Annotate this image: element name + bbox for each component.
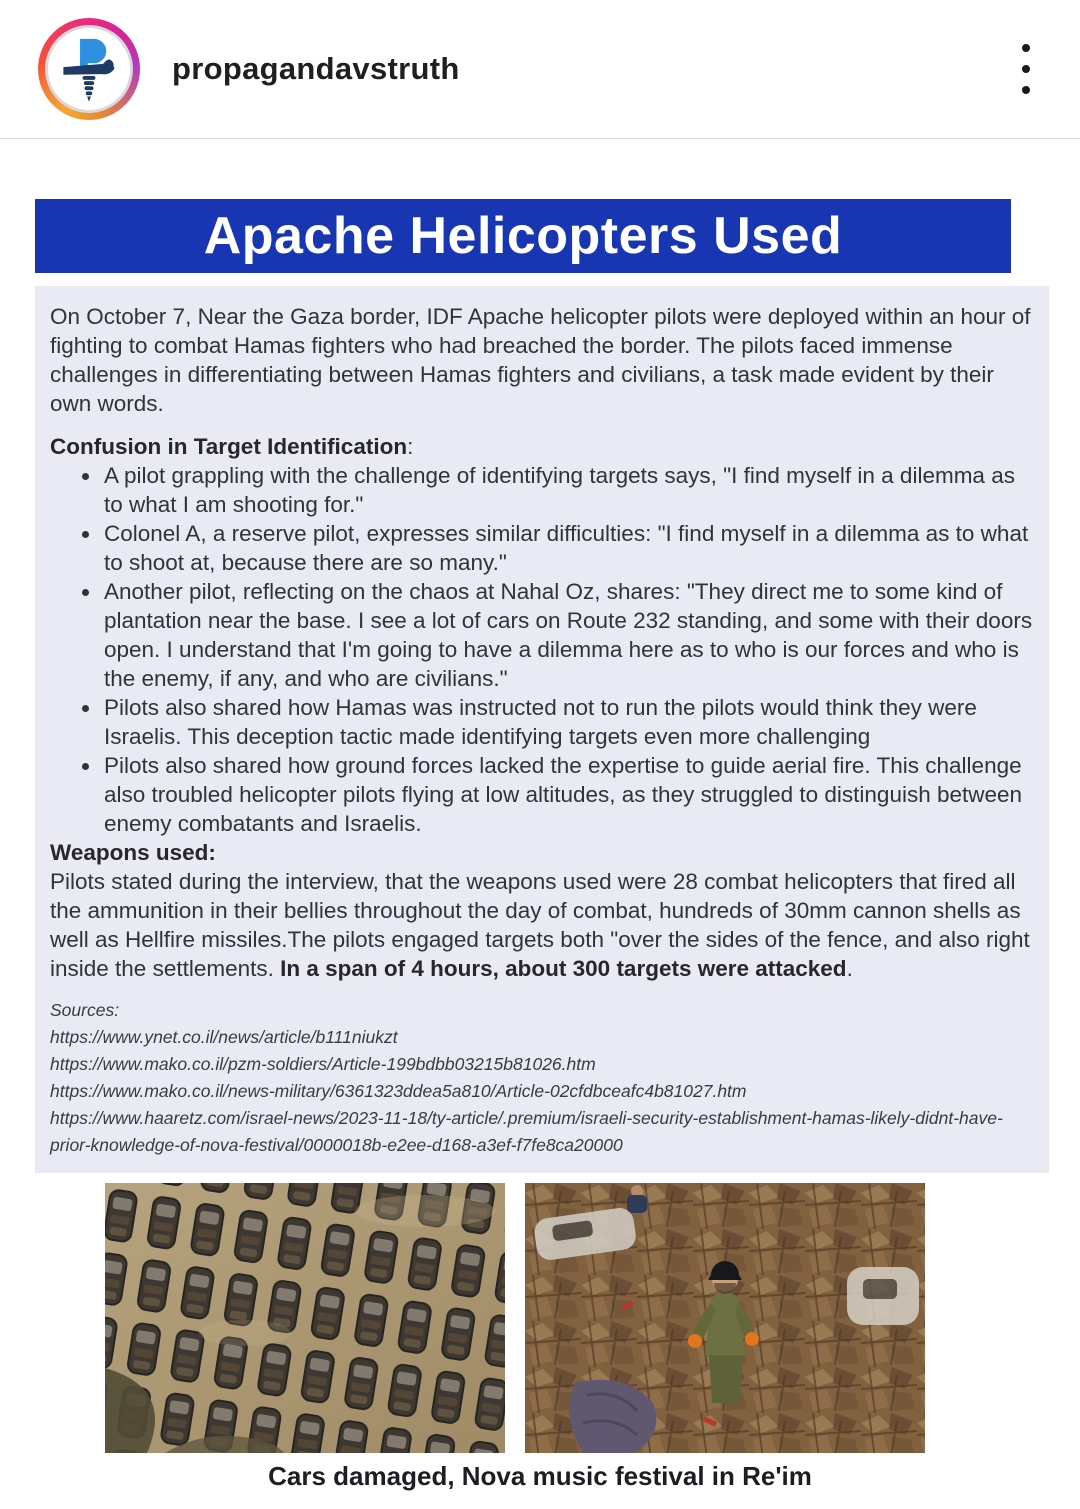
section-heading-confusion (50, 432, 1034, 461)
bullet-list (50, 461, 1034, 838)
bullet-text: Another pilot, reflecting on the chaos at Nahal Oz, shares: "They direct me to some kind of plantation near the base. I see a lot of cars on Route 232 standing, and some with their doors open. I understand that I'm going to have a dilemma here as to who is our forces and who is the enemy, if any, and who are civilians." (104, 579, 1033, 691)
bullet-text: Pilots also shared how Hamas was instructed not to run the pilots would think they were Israelis. This deception tactic made identifying targets even more challenging (104, 695, 977, 749)
bullet-item (102, 693, 1034, 751)
avatar-inner-circle (45, 25, 133, 113)
title-banner (35, 199, 1011, 273)
bullet-item (102, 461, 1034, 519)
bullet-item (102, 577, 1034, 693)
source-url: https://www.ynet.co.il/news/article/b111niukzt (50, 1027, 398, 1047)
bullet-text: A pilot grappling with the challenge of identifying targets says, "I find myself in a dilemma as to what I am shooting for." (104, 463, 1015, 517)
source-url: https://www.mako.co.il/news-military/6361323ddea5a810/Article-02cfdbceafc4b81027.htm (50, 1081, 747, 1101)
weapons-paragraph (50, 867, 1034, 983)
section-heading-weapons: Weapons used: (50, 840, 216, 865)
sources-label: Sources: (50, 1000, 120, 1020)
more-options-button[interactable] (1012, 36, 1040, 102)
bullet-text: Pilots also shared how ground forces lacked the expertise to guide aerial fire. This challenge also troubled helicopter pilots flying at low altitudes, as they struggled to distinguish between enemy combatants and Israelis. (104, 753, 1023, 836)
photo-caption: Cars damaged, Nova music festival in Re'im (268, 1461, 812, 1491)
source-url: https://www.haaretz.com/israel-news/2023-11-18/ty-article/.premium/israeli-security-establishment-hamas-likely-didnt-have-prior-knowledge-of-nova-festival/0000018b-e2ee-d168-a3ef-f7fe8ca20000 (50, 1108, 1003, 1155)
header-divider (0, 138, 1080, 139)
aerial-burned-cars-photo (105, 1183, 505, 1453)
section-heading-colon: : (407, 434, 414, 459)
p-sword-logo-icon (57, 33, 121, 105)
article-panel (35, 286, 1049, 1173)
photo-row (105, 1183, 1080, 1453)
weapons-bold-text: In a span of 4 hours, about 300 targets were attacked (280, 956, 847, 981)
sources-block (50, 997, 1034, 1159)
post-content (0, 199, 1080, 1492)
post-title: Apache Helicopters Used (203, 207, 843, 265)
post-header (0, 0, 1080, 138)
weapons-text: Pilots stated during the interview, that the weapons used were 28 combat helicopters that fired all the ammunition in their bellies throughout the day of combat, hundreds of 30mm cannon shells as well as Hellfire missiles.The pilots engaged targets both "over the sides of the fence, and also right inside the settlements. (50, 869, 1030, 981)
weapons-end: . (846, 956, 853, 981)
username[interactable]: propagandavstruth (172, 51, 460, 86)
bullet-item (102, 751, 1034, 838)
kebab-dot (1022, 86, 1030, 94)
soldier-wreckage-photo (525, 1183, 925, 1453)
kebab-dot (1022, 65, 1030, 73)
intro-paragraph: On October 7, Near the Gaza border, IDF Apache helicopter pilots were deployed within an hour of fighting to combat Hamas fighters who had breached the border. The pilots faced immense challenges in differentiating between Hamas fighters and civilians, a task made evident by their own words. (50, 304, 1031, 416)
section-heading-text: Confusion in Target Identification (50, 434, 408, 459)
bullet-text: Colonel A, a reserve pilot, expresses similar difficulties: "I find myself in a dilemma as to what to shoot at, because there are so many." (104, 521, 1029, 575)
bullet-item (102, 519, 1034, 577)
avatar[interactable] (38, 18, 140, 120)
source-url: https://www.mako.co.il/pzm-soldiers/Article-199bdbb03215b81026.htm (50, 1054, 596, 1074)
kebab-dot (1022, 44, 1030, 52)
